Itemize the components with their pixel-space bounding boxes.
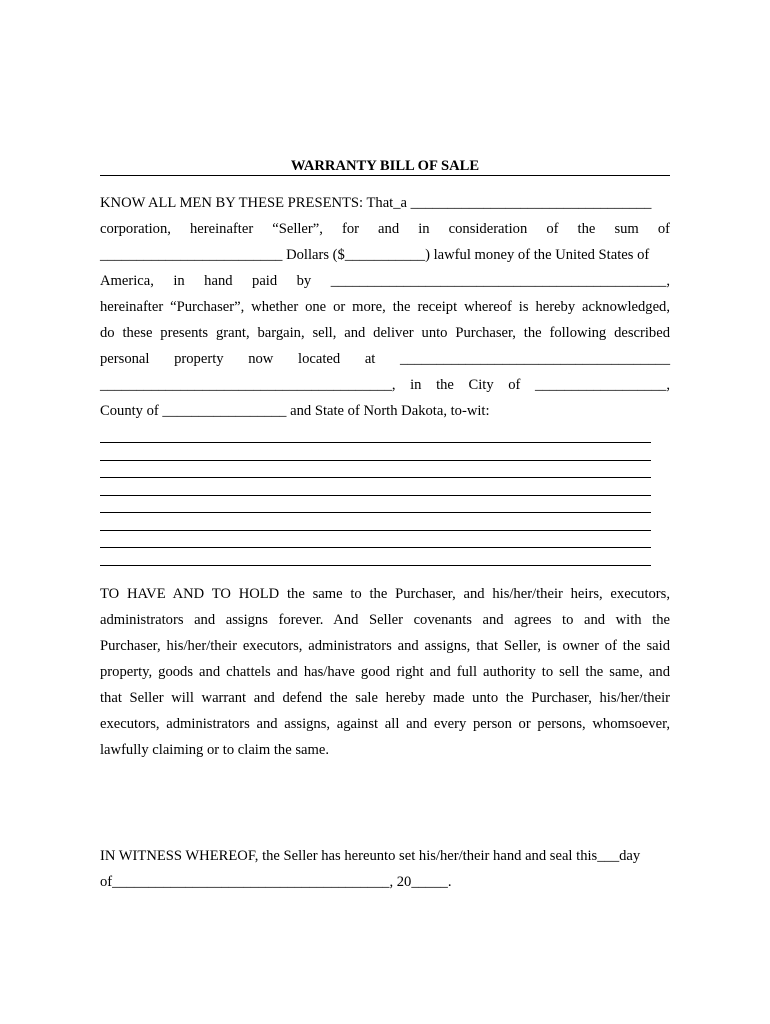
text-line: corporation, hereinafter “Seller”, for and in consideration of the sum of	[100, 221, 670, 237]
text-line: Purchaser, his/her/their executors, administrators and assigns, that Seller, is owner of the said	[100, 638, 670, 654]
blank-line	[100, 531, 651, 549]
title-underline	[100, 175, 670, 176]
paragraph-to-have-and-to-hold	[100, 581, 670, 763]
text-line: _________________________ Dollars ($___________) lawful money of the United States of	[100, 247, 650, 263]
blank-line	[100, 548, 651, 566]
text-line: KNOW ALL MEN BY THESE PRESENTS: That_a _________________________________	[100, 195, 652, 211]
text-line: personal property now located at _____________________________________	[100, 351, 670, 367]
text-line: of______________________________________, 20_____.	[100, 874, 452, 890]
paragraph-in-witness-whereof	[100, 843, 670, 895]
text-line: executors, administrators and assigns, against all and every person or persons, whomsoever,	[100, 716, 670, 732]
text-line: hereinafter “Purchaser”, whether one or more, the receipt whereof is hereby acknowledged,	[100, 299, 670, 315]
blank-line	[100, 478, 651, 496]
text-line: ________________________________________, in the City of __________________,	[100, 377, 670, 393]
blank-line	[100, 513, 651, 531]
property-description-lines	[100, 442, 651, 566]
paragraph-know-all-men	[100, 190, 670, 424]
text-line: County of _________________ and State of North Dakota, to-wit:	[100, 403, 490, 419]
blank-line	[100, 443, 651, 461]
text-line: do these presents grant, bargain, sell, and deliver unto Purchaser, the following described	[100, 325, 670, 341]
text-line: that Seller will warrant and defend the sale hereby made unto the Purchaser, his/her/their	[100, 690, 670, 706]
text-line: IN WITNESS WHEREOF, the Seller has hereunto set his/her/their hand and seal this___day	[100, 848, 641, 864]
document-title: WARRANTY BILL OF SALE	[290, 158, 480, 174]
blank-line	[100, 461, 651, 479]
blank-line	[100, 496, 651, 514]
text-line: property, goods and chattels and has/have good right and full authority to sell the same, and	[100, 664, 670, 680]
text-line: TO HAVE AND TO HOLD the same to the Purchaser, and his/her/their heirs, executors,	[100, 586, 670, 602]
text-line: administrators and assigns forever. And Seller covenants and agrees to and with the	[100, 612, 670, 628]
text-line: America, in hand paid by ______________________________________________,	[100, 273, 670, 289]
text-line: lawfully claiming or to claim the same.	[100, 742, 329, 758]
